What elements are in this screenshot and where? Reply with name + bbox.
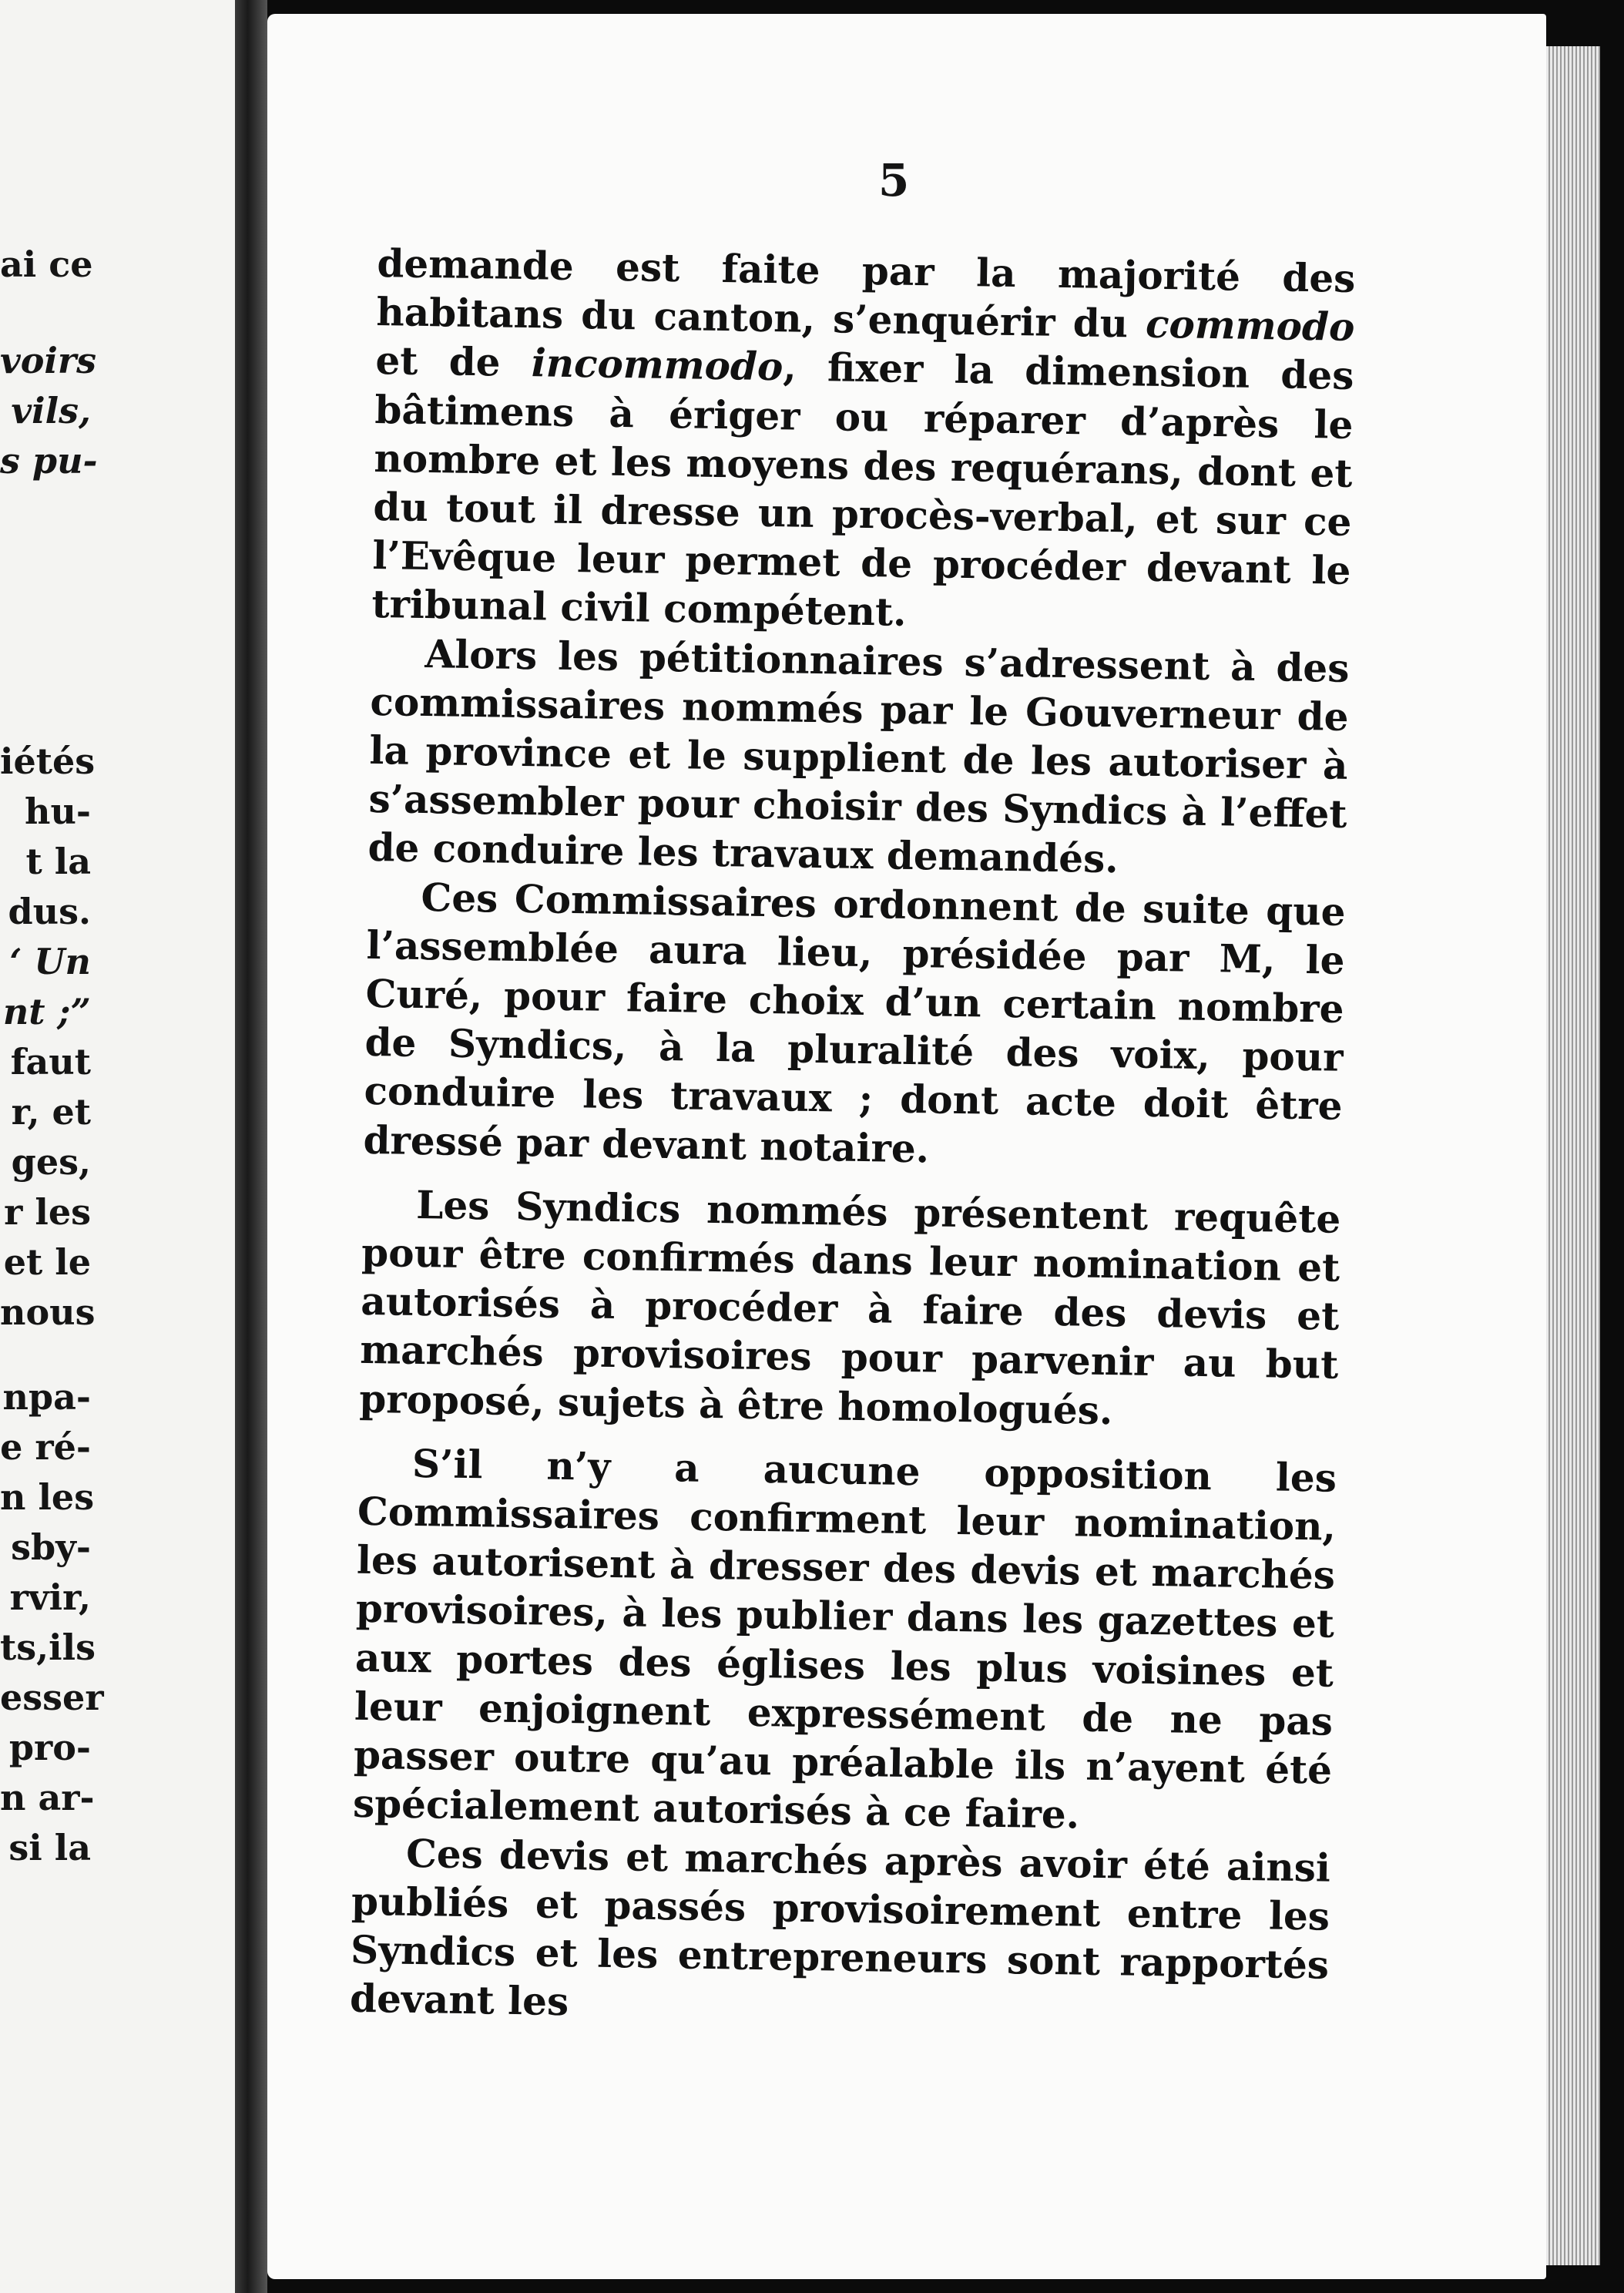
left-page-line: si la [8,1827,91,1868]
term-commodo: commodo [1145,300,1355,351]
left-page-line: ges, [11,1141,91,1183]
left-page-line: n ar- [0,1777,95,1818]
left-page-line: s pu- [0,440,98,482]
term-incommodo: incommodo [531,340,783,390]
book-gutter [235,0,267,2293]
left-page-line: hu- [25,791,91,832]
left-page-line: ‘ Un [9,941,91,982]
paragraph-4: Les Syndics nommés présentent requête pour être confirmés dans leur nomination et autorisés à procéder à faire des devis et marchés provisoires pour parvenir au but proposé, sujets à être homologués. [358,1181,1341,1433]
paragraph-1-text-a: demande est faite par la majorité des habitans du canton, s’enquérir du [376,240,1356,347]
paragraph-6: Ces devis et marchés après avoir été ainsi publiés et passés provisoirement entre les Syndics et les entrepreneurs sont rapportés devant les [349,1830,1331,2025]
left-page-line: e ré- [0,1426,91,1468]
page-body [350,239,1356,2038]
left-page-line: npa- [2,1376,91,1418]
left-page-line: pro- [8,1727,91,1768]
left-page-line: et le [3,1241,91,1283]
left-page-line: dus. [8,891,91,932]
page-edges [1546,46,1600,2265]
left-page-line: rvir, [9,1576,91,1618]
page-number: 5 [878,154,910,206]
left-page-line: voirs [0,340,97,381]
left-page-line: nt ;” [2,991,91,1032]
left-page-line: r les [4,1191,91,1233]
left-page-line: t la [25,841,91,882]
paragraph-3: Ces Commissaires ordonnent de suite que l’assemblée aura lieu, présidée par M, le Curé, pour faire choix d’un certain nombre de Syndics, à la pluralité des voix, pour conduire les travaux ; dont acte doit être dressé par devant notaire. [363,874,1346,1172]
paragraph-1-text-b: et de [375,337,532,386]
left-page-line: iétés [0,740,96,782]
left-page-line: sby- [11,1526,91,1568]
left-page-line: nous [0,1291,96,1333]
left-page-line: vils, [11,390,91,431]
paragraph-1-text-c: , fixer la dimension des bâtimens à ériger ou réparer d’après le nombre et les moyens des requérans, dont et du tout il dresse un procès-verbal, et sur ce l’Evêque leur permet de procéder devant le tribunal civil compétent. [371,344,1354,636]
left-page-fragment [0,0,235,2293]
left-page-line: ts,ils [0,1627,96,1668]
paragraph-2: Alors les pétitionnaires s’adressent à des commissaires nommés par le Gouverneur de la province et le supplient de les autoriser à s’assembler pour choisir des Syndics à l’effet de conduire les travaux demandés. [367,630,1350,882]
paragraph-1 [371,239,1356,644]
left-page-line: faut [10,1041,91,1083]
left-page-line: n les [0,1476,95,1518]
left-page-line: esser [0,1677,104,1718]
left-page-line: ai ce [0,243,93,285]
paragraph-5: S’il n’y a aucune opposition les Commissaires confirment leur nomination, les autorisent à dresser des devis et marchés provisoires, à les publier dans les gazettes et aux portes des églises les plus voisines et leur enjoignent expressément de ne pas passer outre qu’au préalable ils n’ayent été spécialement autorisés à ce faire. [352,1440,1337,1838]
left-page-line: r, et [11,1091,91,1133]
